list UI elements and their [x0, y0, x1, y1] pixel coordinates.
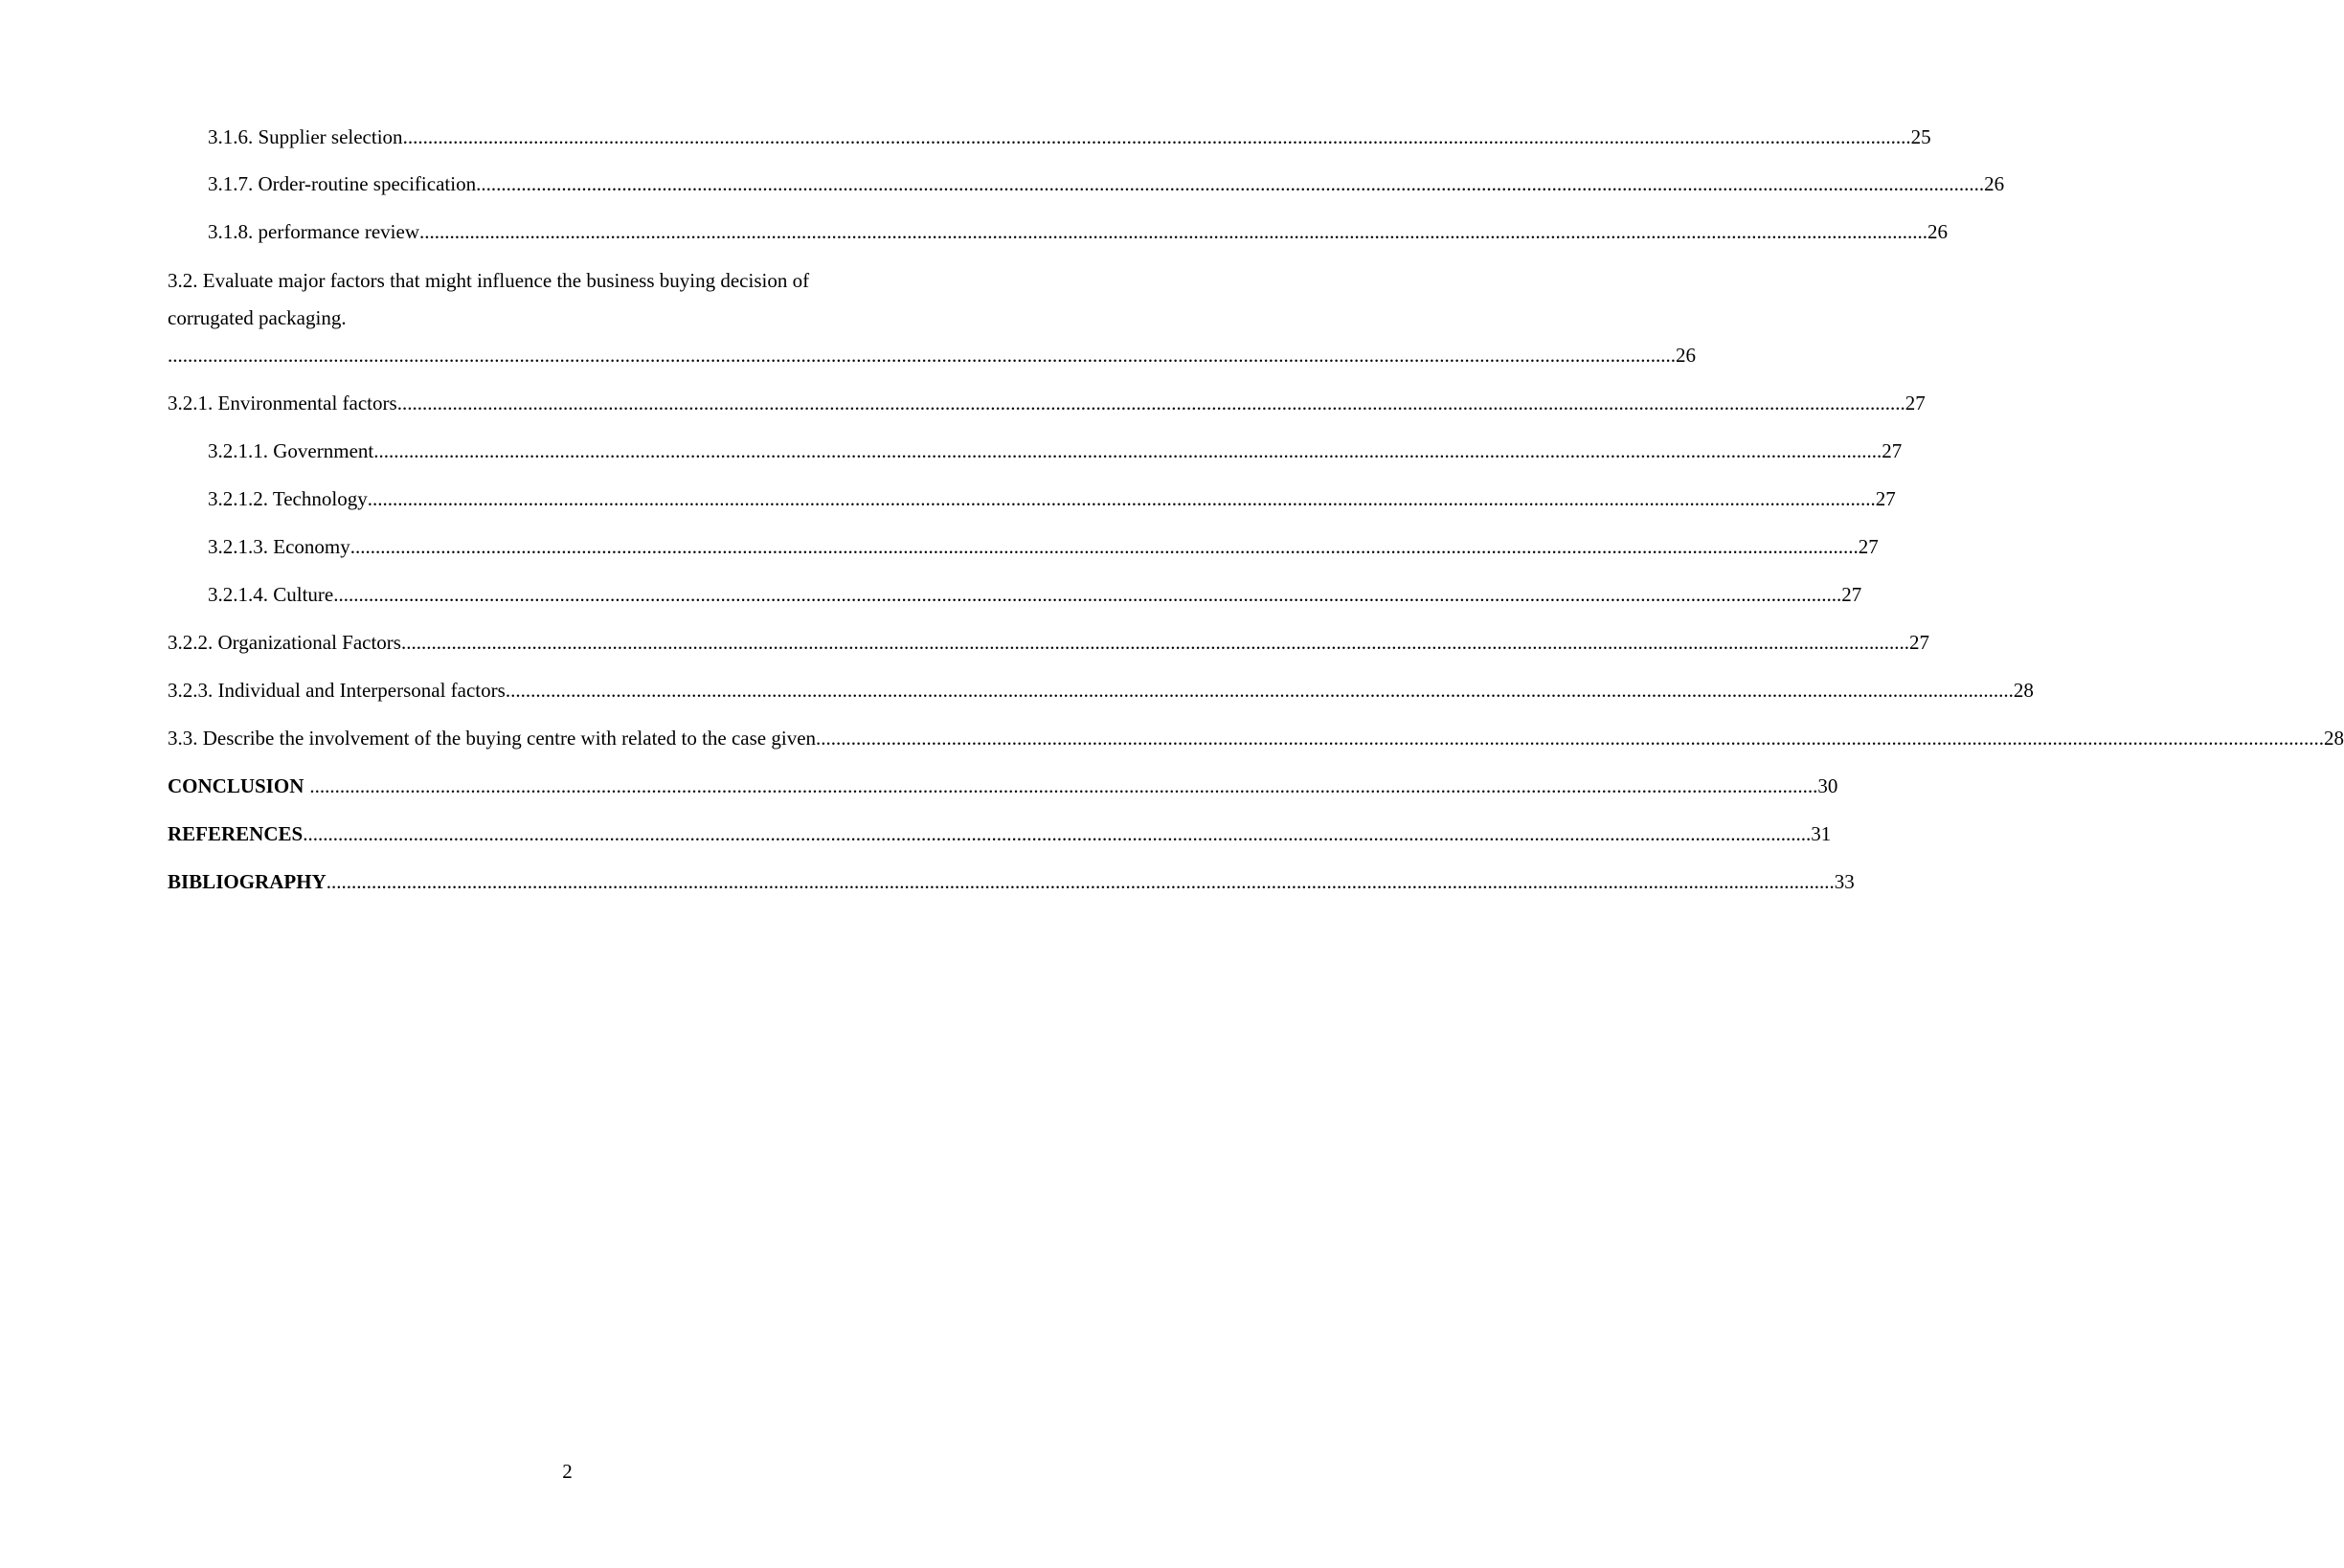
toc-entry-3-2-1-3[interactable]: [208, 534, 1879, 559]
toc-entry-page: 27: [1875, 487, 1896, 510]
toc-entry-title: 3.2.2. Organizational Factors: [168, 631, 401, 654]
toc-entry-page: 27: [1841, 583, 1862, 606]
toc-dot-leader: ............................................................................................................................................................................................................................................................................................................: [326, 870, 1835, 893]
toc-entry-3-3[interactable]: [168, 726, 2344, 750]
toc-dot-leader: ............................................................................................................................................................................................................................................................................................................: [373, 439, 1882, 462]
toc-entry-page: 26: [1676, 344, 1696, 367]
toc-entry-title: 3.2.1.2. Technology: [208, 487, 368, 510]
toc-entry-page: 28: [2324, 727, 2344, 750]
toc-entry-3-2-3[interactable]: [168, 678, 2034, 703]
toc-entry-3-2-line2[interactable]: corrugated packaging.: [168, 306, 347, 329]
toc-dot-leader: ............................................................................................................................................................................................................................................................................................................: [168, 344, 1676, 367]
page-number: 2: [562, 1460, 573, 1483]
toc-entry-page: 27: [1858, 535, 1879, 558]
toc-dot-leader: ............................................................................................................................................................................................................................................................................................................: [303, 822, 1812, 845]
toc-entry-page: 27: [1904, 392, 1926, 414]
toc-entry-3-2-leader-line[interactable]: [168, 343, 1696, 368]
toc-entry-title: 3.1.7. Order-routine specification: [208, 172, 477, 195]
toc-dot-leader: ............................................................................................................................................................................................................................................................................................................: [505, 679, 2014, 702]
toc-entry-page: 28: [2013, 679, 2034, 702]
toc-entry-page: 26: [1984, 172, 2005, 195]
toc-entry-title: 3.2.1.3. Economy: [208, 535, 350, 558]
toc-entry-3-2-1-4[interactable]: [208, 582, 1862, 607]
toc-entry-title: 3.3. Describe the involvement of the buying centre with related to the case given: [168, 727, 817, 750]
toc-entry-title: BIBLIOGRAPHY: [168, 870, 327, 893]
toc-dot-leader: ............................................................................................................................................................................................................................................................................................................: [400, 631, 1909, 654]
toc-dot-leader: ............................................................................................................................................................................................................................................................................................................: [402, 125, 1911, 148]
toc-entry-title: 3.2.1. Environmental factors: [168, 392, 397, 414]
toc-entry-title: 3.1.6. Supplier selection: [208, 125, 403, 148]
toc-entry-page: 30: [1817, 774, 1838, 797]
toc-dot-leader: ............................................................................................................................................................................................................................................................................................................: [396, 392, 1905, 414]
toc-entry-3-2-1[interactable]: [168, 391, 1926, 415]
toc-dot-leader: ............................................................................................................................................................................................................................................................................................................: [349, 535, 1859, 558]
toc-entry-3-1-8[interactable]: [208, 219, 1948, 244]
toc-entry-title: 3.2.1.1. Government: [208, 439, 374, 462]
toc-entry-page: 33: [1834, 870, 1855, 893]
toc-entry-3-2-line1[interactable]: 3.2. Evaluate major factors that might influence the business buying decision of: [168, 269, 810, 292]
toc-entry-page: 25: [1910, 125, 1931, 148]
toc-entry-page: 26: [1927, 220, 1948, 243]
toc-entry-title: 3.2.1.4. Culture: [208, 583, 334, 606]
toc-entry-title: CONCLUSION: [168, 774, 304, 797]
toc-entry-3-2-1-2[interactable]: [208, 486, 1896, 511]
toc-dot-leader: ............................................................................................................................................................................................................................................................................................................: [367, 487, 1876, 510]
toc-dot-leader: ............................................................................................................................................................................................................................................................................................................: [418, 220, 1927, 243]
toc-entry-title: 3.2.3. Individual and Interpersonal factors: [168, 679, 506, 702]
toc-entry-3-2-2[interactable]: [168, 630, 1929, 655]
toc-entry-page: 31: [1811, 822, 1832, 845]
toc-entry-page: 27: [1882, 439, 1903, 462]
toc-entry-bibliography[interactable]: [168, 869, 1855, 894]
toc-dot-leader: ............................................................................................................................................................................................................................................................................................................: [476, 172, 1985, 195]
toc-dot-leader: ............................................................................................................................................................................................................................................................................................................: [816, 727, 2325, 750]
toc-dot-leader: ............................................................................................................................................................................................................................................................................................................: [333, 583, 1842, 606]
toc-entry-conclusion[interactable]: [168, 773, 1838, 798]
toc-entry-title: REFERENCES: [168, 822, 304, 845]
toc-entry-references[interactable]: [168, 821, 1832, 846]
toc-entry-3-2-1-1[interactable]: [208, 438, 1903, 463]
toc-entry-3-1-7[interactable]: [208, 171, 2005, 196]
toc-entry-3-1-6[interactable]: [208, 124, 1931, 149]
toc-dot-leader: ............................................................................................................................................................................................................................................................................................................: [309, 774, 1818, 797]
toc-entry-page: 27: [1908, 631, 1929, 654]
toc-entry-title: 3.1.8. performance review: [208, 220, 419, 243]
